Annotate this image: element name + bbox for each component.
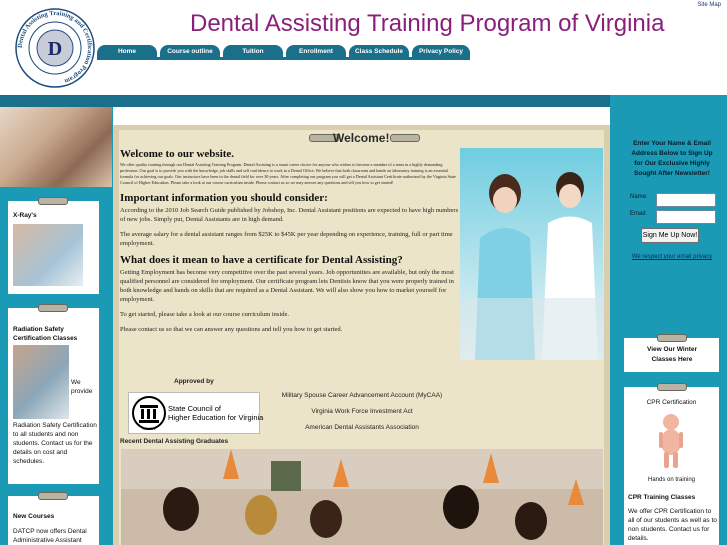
svg-text:D: D bbox=[47, 38, 63, 60]
radiation-text: Radiation Safety Certification to all students and non students. Contact us for the details on cost and schedules. bbox=[13, 422, 97, 465]
sign-up-button[interactable]: Sign Me Up Now! bbox=[641, 228, 699, 243]
welcome-title: Welcome to our website. bbox=[120, 148, 235, 160]
approval-workforce: Virginia Work Force Investment Act bbox=[311, 408, 413, 415]
cpr-box bbox=[624, 387, 719, 545]
nav-course-outline[interactable]: Course outline bbox=[160, 45, 220, 58]
welcome-paragraph: We offer quality training through our Dental Assisting Training Program. Dental Assisting is a smart career choice for anyone who wishes to become a member of a team in a highly demanding profession. Our goal is to provide you with the knowledge, job skills and self confidence to work in a Dental Office. We believe that both classroom and hands on laboratory training is an essential formula for achieving our goals. Our instructors have been in the dental field for over 30 years. After completing our program you will get a Dental Assistant Certificate authorized by the Virginia State Council of Higher Education. Please take a look at our course curriculum inside. Please contact us so we may answer any questions and tell you how to get started! bbox=[120, 162, 456, 185]
cpr-subtitle: CPR Training Classes bbox=[628, 494, 696, 501]
important-title: Important information you should consider: bbox=[120, 192, 328, 204]
certificate-paragraph: Getting Employment has become very competitive over the past several years. Job opportunities are available, but only the most qualified personnel are considered for employment. Our certificate program lets Dentists know that you were properly trained in both knowledge and hands on skills that are required as a Dental Assistant. We will also show you how to market yourself for employment. bbox=[120, 269, 454, 303]
email-privacy-link[interactable]: We respect your email privacy bbox=[631, 254, 713, 260]
nav-enrollment[interactable]: Enrollment bbox=[286, 45, 346, 58]
schev-text: State Council of Higher Education for Virginia bbox=[168, 404, 264, 422]
salary-paragraph: The average salary for a dental assistant ranges from $25K to $45K per year depending on experience, training, full or part time employment. bbox=[120, 231, 453, 247]
nav-privacy-policy[interactable]: Privacy Policy bbox=[412, 45, 470, 58]
radiation-side-text: We provide bbox=[71, 379, 93, 395]
svg-text:SCHEV: SCHEV bbox=[142, 426, 156, 431]
nav-underline bbox=[97, 57, 470, 60]
winter-classes-link[interactable]: View Our Winter Classes Here bbox=[646, 346, 698, 363]
cpr-text: We offer CPR Certification to all of our students as well as to non students. Contact us for details. bbox=[628, 508, 717, 542]
approvals-list bbox=[262, 388, 462, 436]
schev-seal-icon bbox=[129, 393, 169, 433]
new-courses-title: New Courses bbox=[13, 513, 55, 520]
contact-paragraph: Please contact us so that we can answer any questions and tell you how to get started. bbox=[120, 326, 343, 333]
name-label: Name: bbox=[630, 194, 648, 200]
nav-home[interactable]: Home bbox=[97, 45, 157, 58]
site-title: Dental Assisting Training Program of Virginia bbox=[190, 10, 665, 37]
approval-adaa: American Dental Assistants Association bbox=[305, 424, 419, 431]
cpr-title: CPR Certification bbox=[646, 399, 697, 406]
students-photo bbox=[0, 107, 112, 187]
email-input[interactable] bbox=[656, 210, 716, 224]
approved-by-label: Approved by bbox=[174, 378, 214, 385]
dental-assistants-photo bbox=[460, 148, 603, 360]
radiation-box bbox=[8, 308, 99, 484]
program-logo[interactable] bbox=[15, 8, 95, 88]
svg-text:Dental Assisting Training and: Dental Assisting Training and Certification Program bbox=[16, 9, 94, 85]
pin-icon bbox=[38, 197, 68, 205]
pin-icon bbox=[38, 492, 68, 500]
pin-icon bbox=[657, 334, 687, 342]
certificate-title: What does it mean to have a certificate for Dental Assisting? bbox=[120, 254, 403, 266]
pin-icon bbox=[38, 304, 68, 312]
newsletter-text: Enter Your Name & Email Address Below to Sign Up for Our Exclusive Highly Sought After Newsletter! bbox=[631, 140, 713, 177]
sitemap-link[interactable]: Site Map bbox=[697, 2, 721, 8]
winter-classes-box[interactable] bbox=[624, 338, 719, 372]
pin-icon bbox=[657, 383, 687, 391]
cpr-caption: Hands on training bbox=[647, 477, 696, 483]
new-courses-box bbox=[8, 496, 99, 545]
welcome-heading: Welcome! bbox=[333, 131, 390, 145]
xray-photo[interactable] bbox=[13, 224, 83, 286]
name-input[interactable] bbox=[656, 193, 716, 207]
xrays-title: X-Ray's bbox=[13, 212, 37, 219]
main-text bbox=[120, 148, 460, 340]
get-started-paragraph: To get started, please take a look at our course curriculum inside. bbox=[120, 311, 290, 318]
radiation-title: Radiation Safety Certification Classes bbox=[13, 326, 78, 342]
xrays-box bbox=[8, 201, 99, 294]
graduates-photo bbox=[121, 449, 603, 545]
important-paragraph: According to the 2010 Job Search Guide published by Jobshop, Inc. Dental Assistant positions are expected to have high numbers of new jobs. Simply put, Dental Assistants are in high demand. bbox=[120, 207, 459, 223]
email-label: Email: bbox=[630, 211, 647, 217]
radiation-photo bbox=[13, 345, 69, 419]
recent-graduates-label: Recent Dental Assisting Graduates bbox=[120, 438, 229, 445]
nav-tuition[interactable]: Tuition bbox=[223, 45, 283, 58]
approval-mycaa: Military Spouse Career Advancement Account (MyCAA) bbox=[281, 392, 443, 399]
new-courses-text: DATCP now offers Dental Administrative Assistant bbox=[13, 528, 87, 544]
cpr-baby-icon bbox=[649, 412, 694, 470]
nav-class-schedule[interactable]: Class Schedule bbox=[349, 45, 409, 58]
